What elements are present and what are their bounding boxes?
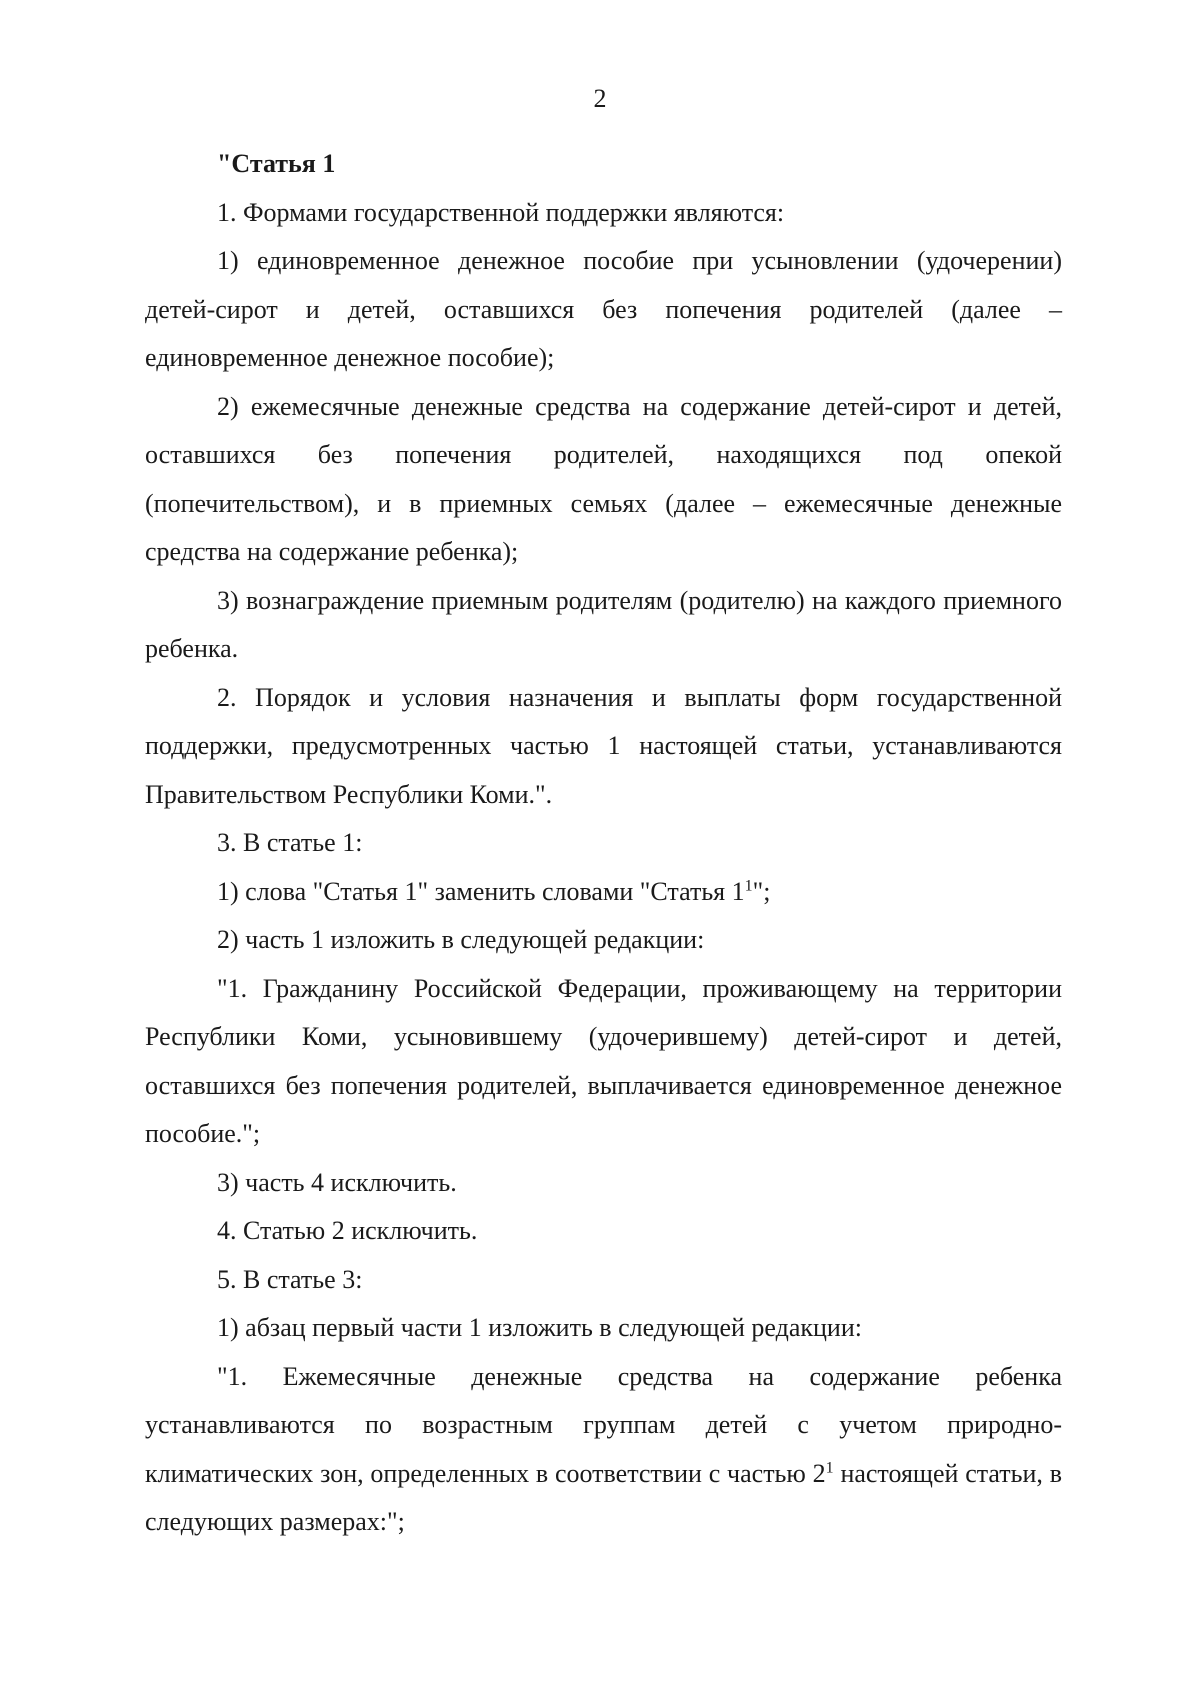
paragraph-text: "; [752, 876, 771, 906]
paragraph: 2) ежемесячные денежные средства на содержание детей-сирот и детей, оставшихся без попечения родителей, находящихся под опекой (попечительством), и в приемных семьях (далее – ежемесячные денежные средства на содержание ребенка); [145, 391, 1062, 566]
paragraph: 5. В статье 3: [217, 1264, 363, 1294]
paragraph-with-superscript [145, 868, 1062, 917]
paragraph: 1. Формами государственной поддержки являются: [217, 197, 785, 227]
paragraph-with-superscript [145, 1353, 1062, 1547]
paragraph: 3) вознаграждение приемным родителям (родителю) на каждого приемного ребенка. [145, 585, 1062, 663]
paragraph: 2) часть 1 изложить в следующей редакции: [217, 925, 705, 954]
paragraph-text: 1) слова "Статья 1" заменить словами "Статья 1 [217, 876, 745, 906]
paragraph: 3. В статье 1: [217, 828, 363, 857]
page-number: 2 [593, 84, 607, 113]
superscript: 1 [825, 1458, 834, 1476]
article-heading: "Статья 1 [217, 149, 336, 178]
paragraph: 1) единовременное денежное пособие при усыновлении (удочерении) детей-сирот и детей, оставшихся без попечения родителей (далее – единовременное денежное пособие); [145, 246, 1062, 372]
paragraph: "1. Гражданину Российской Федерации, проживающему на территории Республики Коми, усыновившему (удочерившему) детей-сирот и детей, оставшихся без попечения родителей, выплачивается единовременное денежное пособие."; [145, 973, 1062, 1148]
superscript: 1 [744, 876, 753, 894]
paragraph: 2. Порядок и условия назначения и выплаты форм государственной поддержки, предусмотренных частью 1 настоящей статьи, устанавливаются Правительством Республики Коми.". [145, 682, 1062, 809]
paragraph-text: настоящей статьи, в следующих размерах:"; [145, 1458, 1062, 1536]
paragraph: 4. Статью 2 исключить. [217, 1216, 478, 1245]
paragraph-text: "1. Ежемесячные денежные средства на содержание ребенка устанавливаются по возрастным группам детей с учетом природно-климатических зон, определенных в соответствии с частью 2 [145, 1361, 1062, 1488]
document-body [145, 140, 1062, 1547]
paragraph: 3) часть 4 исключить. [217, 1167, 457, 1197]
paragraph: 1) абзац первый части 1 изложить в следующей редакции: [217, 1313, 862, 1342]
